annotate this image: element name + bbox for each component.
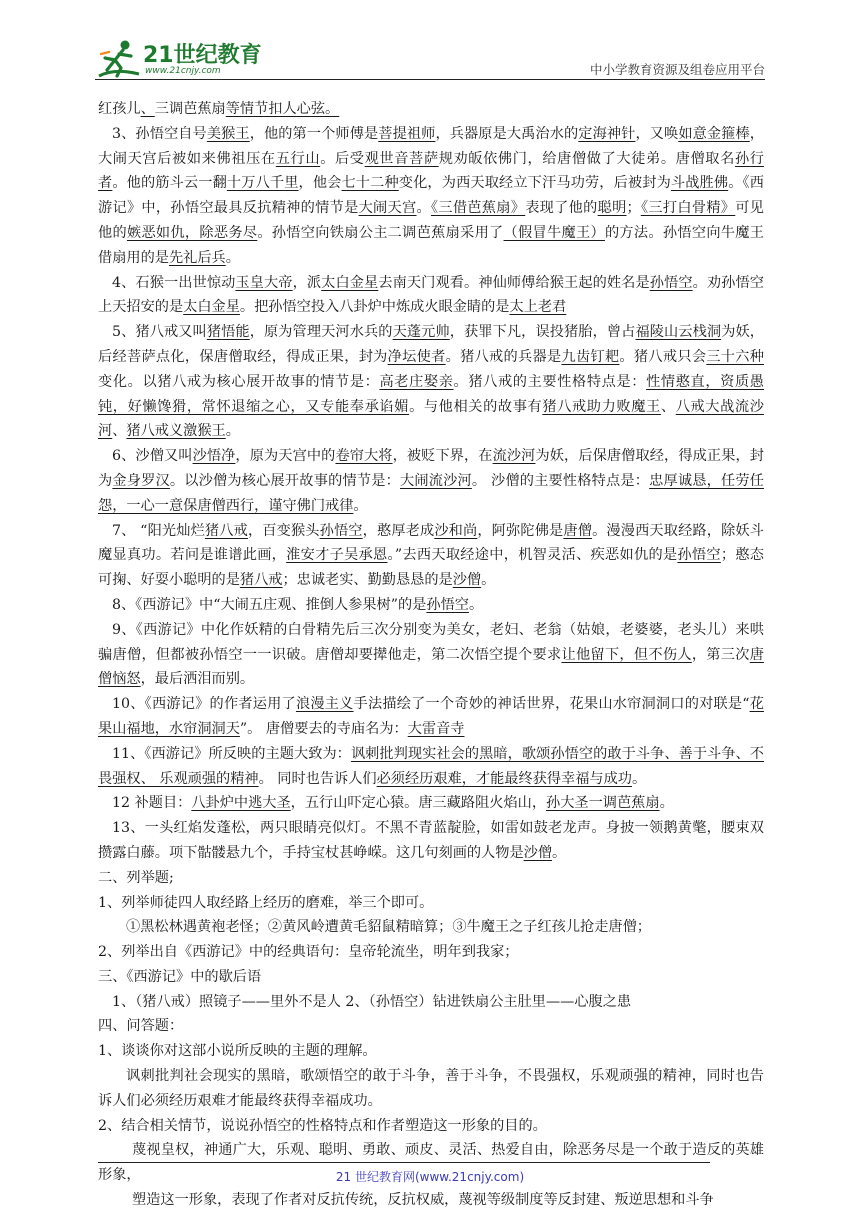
qa-answer-2a: 蔑视皇权，神通广大，乐观、聪明、勇敢、顽皮、灵活、热爱自由，除恶务尽是一个敢于造反的英雄形象， — [98, 1142, 764, 1184]
answer-text: 沙僧 — [452, 572, 482, 589]
answer-text: 卷帘大将 — [335, 448, 393, 465]
answer-text: 八戒大战流沙河 — [98, 398, 764, 440]
body-text: 、 — [112, 423, 127, 440]
body-text: 表现了他的 — [525, 200, 598, 217]
body-text: ，最后洒泪而别。 — [140, 671, 255, 688]
body-text: 。猪八戒的主要性格特点是： — [453, 373, 647, 390]
answer-text: 三十六种 — [706, 348, 764, 365]
answer-text: 《三打白骨精》 — [640, 200, 736, 217]
answer-text: 孙行者 — [98, 150, 764, 192]
answer-text: 猪八戒 — [239, 572, 283, 589]
answer-text: 唐僧 — [563, 522, 593, 539]
answer-text: 淮安才子吴承恩 — [286, 547, 388, 564]
body-text: ，憨厚老成 — [362, 522, 435, 539]
header-platform-name: 中小学教育资源及组卷应用平台 — [589, 62, 765, 77]
section-3-heading: 三、《西游记》中的歇后语 — [98, 968, 262, 985]
body-text: 。与他相关的故事有 — [409, 398, 543, 415]
answer-text: （假冒牛魔王） — [503, 224, 605, 241]
para-7 — [98, 519, 764, 593]
answer-text: 太白金星 — [183, 299, 240, 316]
answer-text: 性情憨直，资质愚钝，好懒馋猾，常怀退缩之心，又专能奉承谄媚 — [98, 373, 764, 415]
body-text: ，第三次 — [691, 646, 750, 663]
body-text: ，百变猴头 — [247, 522, 320, 539]
body-text: 。孙悟空向铁扇公主二调芭蕉扇采用了 — [257, 224, 504, 241]
body-text: ，兵器原是大禹治水的 — [435, 125, 579, 142]
body-text: 。 — [468, 596, 484, 613]
answer-text: 猪八戒义激猴王 — [126, 423, 226, 440]
body-text: ，又唤 — [635, 125, 679, 142]
body-text: 的方法。孙悟空向牛魔王借扇用的是 — [98, 224, 764, 266]
answer-text: 嫉恶如仇，除恶务尽 — [126, 224, 258, 241]
body-text: 。 — [353, 497, 368, 514]
body-text: ，阿弥陀佛是 — [477, 522, 564, 539]
body-text: 。他的筋斗云一翻 — [112, 175, 227, 192]
answer-text: 十万八千里 — [226, 175, 299, 192]
answer-text: 太上老君 — [509, 299, 567, 316]
para-4 — [98, 271, 764, 321]
qa-answer-2b: 塑造这一形象，表现了作者对反抗传统，反抗权威，蔑视等级制度等反封建、叛逆思想和斗争 — [132, 1192, 714, 1209]
answer-text: 大闹天宫 — [358, 200, 417, 217]
body-text: ； — [626, 200, 641, 217]
body-text: 。 沙僧的主要性格特点是： — [471, 472, 650, 489]
body-text: 规劝皈依佛门，给唐僧做了大徒弟。唐僧取名 — [438, 150, 735, 167]
site-logo — [95, 38, 265, 82]
answer-text: 唐僧恼怒 — [98, 646, 764, 688]
answer-text: 等情节扣人心弦。 — [225, 101, 340, 117]
answer-text: 斗战胜佛 — [670, 175, 729, 192]
body-text: ，大闹天宫后被如来佛祖压在 — [98, 125, 764, 167]
body-text: 11、《西游记》所反映的主题大致为： — [112, 745, 351, 762]
answer-text: 观世音菩萨 — [364, 150, 439, 167]
para-8 — [98, 593, 764, 618]
body-text: ，五行山吓定心猿。唐三藏路阻火焰山， — [290, 795, 547, 812]
body-text: 为妖，后经菩萨点化，保唐僧取经，得成正果，封为 — [98, 324, 764, 365]
runner-icon — [95, 38, 143, 82]
answer-text: 大雷音寺 — [407, 720, 465, 737]
answer-text: 菩提祖师 — [378, 125, 436, 142]
body-text: 。”去西天取经途中，机智灵活、疾恶如仇的是 — [387, 547, 678, 564]
body-text: 。《西游记》中，孙悟空最具反抗精神的情节是 — [98, 175, 764, 217]
body-text: 变化，为西天取经立下汗马功劳，后被封为 — [398, 175, 671, 192]
body-text: 。劝孙悟空上天招安的是 — [98, 274, 764, 316]
page-footer: 21 世纪教育网(www.21cnjy.com) — [335, 1170, 525, 1184]
body-text: ，原为天宫中的 — [235, 448, 336, 465]
answer-text: 孙悟空 — [677, 547, 721, 564]
answer-text: 八卦炉中逃大圣 — [191, 795, 291, 812]
para-13 — [98, 816, 764, 866]
body-text: 。把孙悟空投入八卦炉中炼成火眼金睛的是 — [239, 299, 510, 316]
body-text: 为妖，后保唐僧取经，得成正果，封为 — [98, 448, 764, 489]
body-text: 。以沙僧为核心展开故事的情节是： — [169, 472, 400, 489]
header-divider — [95, 79, 765, 80]
para-12 — [98, 791, 764, 816]
answer-text: 高老庄娶亲 — [379, 373, 454, 390]
body-text: 。 — [416, 200, 431, 217]
body-text: ，被贬下界，在 — [392, 448, 493, 465]
list-question-1: 1、列举师徒四人取经路上经历的磨难，举三个即可。 — [98, 894, 434, 911]
para-11 — [98, 742, 764, 792]
answer-text: 孙大圣一调芭蕉扇 — [546, 795, 660, 812]
body-text: ，他会 — [298, 175, 342, 192]
para-5 — [98, 320, 764, 444]
body-text: 6、沙僧又叫 — [112, 448, 193, 465]
body-text: 。后受 — [320, 150, 365, 167]
footer-divider — [98, 1162, 710, 1163]
body-text: 红孩儿 — [98, 101, 141, 117]
answer-text: 猪八戒 — [204, 522, 248, 539]
qa-question-1: 1、谈谈你对这部小说所反映的主题的理解。 — [98, 1043, 377, 1060]
body-text: ；忠诚老实、勤勤恳恳的是 — [282, 572, 453, 589]
body-text: 。漫漫西天取经路，除妖斗魔显真功。若问是谁谱此画， — [98, 522, 764, 564]
answer-text: 讽刺批判现实社会的黑暗，歌颂孙悟空的敢于斗争、善于斗争、不畏强权、 乐观顽强的精神 — [98, 745, 764, 787]
body-text: 可见他的 — [98, 200, 764, 241]
logo-url: www.21cnjy.com — [145, 66, 221, 76]
body-text: 9、《西游记》中化作妖精的白骨精先后三次分别变为美女，老妇、老翁（姑娘，老婆婆，老头儿）来哄骗唐僧，但都被孙悟空一一识破。唐僧却要撵他走，第二次悟空提个要求 — [98, 621, 764, 663]
document-body — [98, 97, 764, 1213]
para-3 — [98, 122, 764, 271]
body-text: ”。 唐僧要去的寺庙名为： — [239, 720, 408, 737]
body-text: 去南天门观看。神仙师傅给猴王起的姓名是 — [378, 274, 650, 291]
answer-text: 先礼后兵 — [168, 249, 226, 266]
body-text: 7、 “阳光灿烂 — [112, 522, 205, 539]
qa-question-2: 2、结合相关情节，说说孙悟空的性格特点和作者塑造这一形象的目的。 — [98, 1117, 547, 1134]
list-question-2: 2、列举出自《西游记》中的经典语句：皇帝轮流坐，明年到我家； — [98, 944, 519, 961]
xiehouyu-line: 1、（猪八戒）照镜子——里外不是人 2、（孙悟空）钻进铁扇公主肚里——心腹之患 — [112, 993, 632, 1010]
answer-text: 七十二种 — [341, 175, 399, 192]
body-text: 、 — [660, 398, 676, 415]
answer-text: 沙和尚 — [434, 522, 478, 539]
answer-text: 太白金星 — [321, 274, 379, 291]
body-text: 。猪八戒的兵器是 — [445, 348, 562, 365]
answer-text: 孙悟空 — [426, 596, 469, 613]
body-text: 3、孙悟空自号 — [112, 125, 207, 142]
para-9 — [98, 618, 764, 692]
body-text: 。 — [225, 249, 240, 266]
body-text: ，获罪下凡，误投猪胎，曾占 — [449, 324, 636, 341]
page-header — [95, 30, 765, 80]
answer-text: 沙悟净 — [192, 448, 236, 465]
body-text: ；憨态可掬、好耍小聪明的是 — [98, 547, 764, 589]
body-text: 。 — [225, 423, 240, 440]
section-2-heading: 二、列举题; — [98, 869, 174, 886]
body-text: 。 — [481, 572, 496, 589]
list-answer-1: ①黑松林遇黄袍老怪；②黄风岭遭黄毛貂鼠精暗算；③牛魔王之子红孩儿抢走唐僧； — [126, 919, 651, 936]
answer-text: 玉皇大帝 — [235, 274, 293, 291]
answer-text: 如意金箍棒 — [678, 125, 750, 142]
body-text: 变化。以猪八戒为核心展开故事的情节是： — [98, 373, 380, 390]
answer-text: 净坛使者 — [387, 348, 446, 365]
answer-text: 浪漫主义 — [295, 696, 354, 713]
answer-text: 、 — [140, 101, 155, 117]
logo-text: 21世纪教育 — [143, 43, 262, 68]
answer-text: 福陵山云栈洞 — [635, 324, 722, 341]
answer-text: 流沙河 — [492, 448, 536, 465]
body-text: 。猪八戒只会 — [619, 348, 707, 365]
body-text: 10、《西游记》的作者运用了 — [112, 696, 296, 713]
answer-text: 沙僧 — [523, 844, 553, 861]
qa-answer-1: 讽刺批判社会现实的黑暗，歌颂悟空的敢于斗争，善于斗争，不畏强权，乐观顽强的精神，同时也告诉人们必须经历艰难才能最终获得幸福成功。 — [98, 1068, 764, 1109]
answer-text: 猪悟能 — [206, 324, 250, 341]
body-text: 5、猪八戒又叫 — [112, 324, 207, 341]
answer-text: 必须经历艰难，才能最终获得幸福与成功 — [376, 770, 632, 787]
answer-text: 《三借芭蕉扇》 — [430, 200, 526, 217]
body-text: ，原为管理天河水兵的 — [249, 324, 393, 341]
body-text: 。 — [552, 844, 567, 861]
answer-text: 猪八戒助力败魔王 — [542, 398, 661, 415]
answer-text: 忠厚诚恳，任劳任怨，一心一意保唐僧西行，谨守佛门戒律 — [98, 472, 764, 514]
answer-text: 金身罗汉 — [112, 472, 170, 489]
body-text: 。 — [631, 770, 647, 787]
answer-text: 花果山福地，水帘洞洞天 — [98, 696, 764, 737]
body-text: 。 同时也告诉人们 — [258, 770, 377, 787]
answer-text: 孙悟空 — [319, 522, 363, 539]
body-text: 。 — [659, 795, 674, 812]
answer-text: 孙悟空 — [649, 274, 693, 291]
answer-text: 定海神针 — [578, 125, 636, 142]
answer-text: 让他留下，但不伤人 — [561, 646, 692, 663]
answer-text: 九齿钉耙 — [561, 348, 620, 365]
body-text: 手法描绘了一个奇妙的神话世界，花果山水帘洞洞口的对联是“ — [353, 696, 750, 713]
answer-text: 聪明 — [597, 200, 627, 217]
body-text: 4、石猴一出世惊动 — [112, 274, 236, 291]
answer-text: 五行山 — [275, 150, 321, 167]
para-6 — [98, 444, 764, 518]
body-text: 12 补题目： — [112, 795, 192, 812]
answer-text: 大闹流沙河 — [399, 472, 472, 489]
body-text: ，他的第一个师傅是 — [249, 125, 379, 142]
para-0 — [98, 97, 764, 122]
answer-text: 天蓬元帅 — [392, 324, 450, 341]
answer-text: 美猴王 — [206, 125, 250, 142]
section-4-heading: 四、问答题： — [98, 1018, 184, 1035]
para-10 — [98, 692, 764, 742]
body-text: 13、一头红焰发蓬松，两只眼睛亮似灯。不黑不青蓝靛脸，如雷如鼓老龙声。身披一领鹅黄氅，腰束双攒露白藤。项下骷髅悬九个，手持宝杖甚峥嵘。这几句刻画的人物是 — [98, 820, 764, 861]
body-text: 三调芭蕉扇 — [154, 101, 226, 117]
body-text: 8、《西游记》中“大闹五庄观、推倒人参果树”的是 — [112, 596, 427, 613]
body-text: ，派 — [292, 274, 322, 291]
